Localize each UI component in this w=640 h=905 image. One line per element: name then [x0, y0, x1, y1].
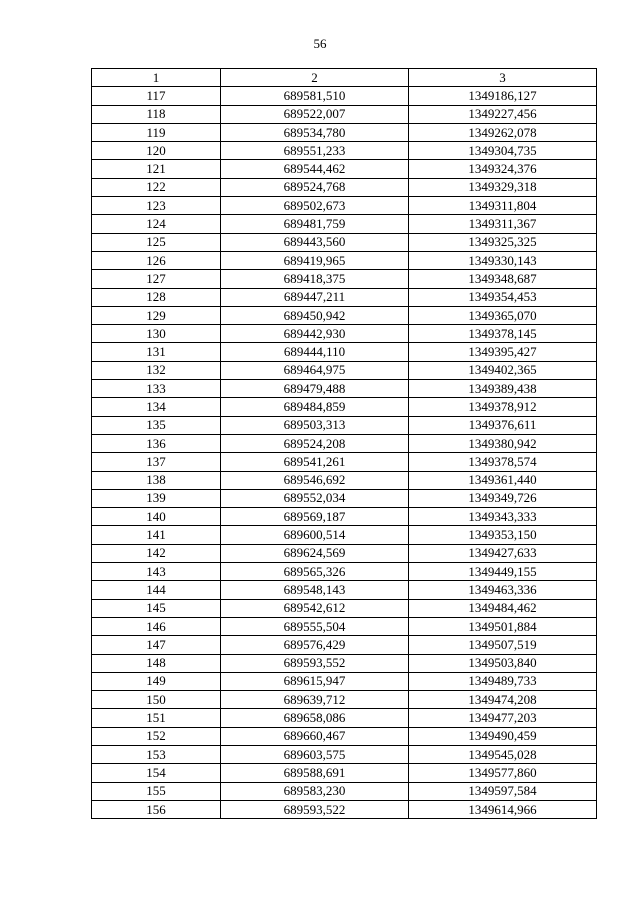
- table-row: [92, 745, 597, 763]
- y-coordinate-cell: 1349329,318: [409, 178, 597, 196]
- y-coordinate-cell: 1349324,376: [409, 160, 597, 178]
- header-row: [92, 69, 597, 87]
- table-row: [92, 709, 597, 727]
- table-row: [92, 197, 597, 215]
- table-row: [92, 87, 597, 105]
- table-row: [92, 471, 597, 489]
- table-row: [92, 251, 597, 269]
- point-number-cell: 131: [92, 343, 221, 361]
- x-coordinate-cell: 689479,488: [221, 380, 409, 398]
- table-row: [92, 617, 597, 635]
- point-number-cell: 144: [92, 581, 221, 599]
- x-coordinate-cell: 689443,560: [221, 233, 409, 251]
- point-number-cell: 135: [92, 416, 221, 434]
- point-number-cell: 133: [92, 380, 221, 398]
- y-coordinate-cell: 1349343,333: [409, 508, 597, 526]
- table-row: [92, 636, 597, 654]
- point-number-cell: 117: [92, 87, 221, 105]
- table-row: [92, 599, 597, 617]
- x-coordinate-cell: 689565,326: [221, 563, 409, 581]
- table-row: [92, 672, 597, 690]
- y-coordinate-cell: 1349376,611: [409, 416, 597, 434]
- point-number-cell: 138: [92, 471, 221, 489]
- table-row: [92, 434, 597, 452]
- table-row: [92, 654, 597, 672]
- y-coordinate-cell: 1349427,633: [409, 544, 597, 562]
- table-row: [92, 288, 597, 306]
- table-row: [92, 270, 597, 288]
- point-number-cell: 145: [92, 599, 221, 617]
- table-row: [92, 782, 597, 800]
- point-number-cell: 122: [92, 178, 221, 196]
- point-number-cell: 136: [92, 434, 221, 452]
- x-coordinate-cell: 689555,504: [221, 617, 409, 635]
- point-number-cell: 141: [92, 526, 221, 544]
- table-row: [92, 343, 597, 361]
- point-number-cell: 123: [92, 197, 221, 215]
- table-row: [92, 178, 597, 196]
- point-number-cell: 153: [92, 745, 221, 763]
- point-number-cell: 137: [92, 453, 221, 471]
- point-number-cell: 151: [92, 709, 221, 727]
- point-number-cell: 118: [92, 105, 221, 123]
- table-row: [92, 233, 597, 251]
- x-coordinate-cell: 689524,768: [221, 178, 409, 196]
- point-number-cell: 129: [92, 306, 221, 324]
- point-number-cell: 155: [92, 782, 221, 800]
- point-number-cell: 121: [92, 160, 221, 178]
- y-coordinate-cell: 1349474,208: [409, 691, 597, 709]
- point-number-cell: 150: [92, 691, 221, 709]
- y-coordinate-cell: 1349597,584: [409, 782, 597, 800]
- table-row: [92, 764, 597, 782]
- y-coordinate-cell: 1349545,028: [409, 745, 597, 763]
- point-number-cell: 127: [92, 270, 221, 288]
- point-number-cell: 124: [92, 215, 221, 233]
- table-row: [92, 416, 597, 434]
- y-coordinate-cell: 1349354,453: [409, 288, 597, 306]
- x-coordinate-cell: 689639,712: [221, 691, 409, 709]
- header-cell-3: 3: [409, 69, 597, 87]
- point-number-cell: 148: [92, 654, 221, 672]
- x-coordinate-cell: 689419,965: [221, 251, 409, 269]
- x-coordinate-cell: 689534,780: [221, 123, 409, 141]
- y-coordinate-cell: 1349490,459: [409, 727, 597, 745]
- x-coordinate-cell: 689444,110: [221, 343, 409, 361]
- table-row: [92, 398, 597, 416]
- point-number-cell: 128: [92, 288, 221, 306]
- y-coordinate-cell: 1349325,325: [409, 233, 597, 251]
- x-coordinate-cell: 689548,143: [221, 581, 409, 599]
- x-coordinate-cell: 689576,429: [221, 636, 409, 654]
- x-coordinate-cell: 689593,522: [221, 800, 409, 818]
- y-coordinate-cell: 1349348,687: [409, 270, 597, 288]
- x-coordinate-cell: 689450,942: [221, 306, 409, 324]
- y-coordinate-cell: 1349402,365: [409, 361, 597, 379]
- y-coordinate-cell: 1349311,804: [409, 197, 597, 215]
- table-row: [92, 361, 597, 379]
- x-coordinate-cell: 689552,034: [221, 489, 409, 507]
- table-row: [92, 325, 597, 343]
- y-coordinate-cell: 1349503,840: [409, 654, 597, 672]
- y-coordinate-cell: 1349378,145: [409, 325, 597, 343]
- x-coordinate-cell: 689603,575: [221, 745, 409, 763]
- table-row: [92, 581, 597, 599]
- point-number-cell: 139: [92, 489, 221, 507]
- y-coordinate-cell: 1349262,078: [409, 123, 597, 141]
- table-row: [92, 380, 597, 398]
- x-coordinate-cell: 689442,930: [221, 325, 409, 343]
- x-coordinate-cell: 689624,569: [221, 544, 409, 562]
- point-number-cell: 120: [92, 142, 221, 160]
- x-coordinate-cell: 689484,859: [221, 398, 409, 416]
- table-body: [92, 87, 597, 819]
- table-row: [92, 142, 597, 160]
- y-coordinate-cell: 1349361,440: [409, 471, 597, 489]
- y-coordinate-cell: 1349489,733: [409, 672, 597, 690]
- x-coordinate-cell: 689544,462: [221, 160, 409, 178]
- y-coordinate-cell: 1349463,336: [409, 581, 597, 599]
- y-coordinate-cell: 1349349,726: [409, 489, 597, 507]
- y-coordinate-cell: 1349365,070: [409, 306, 597, 324]
- y-coordinate-cell: 1349227,456: [409, 105, 597, 123]
- point-number-cell: 140: [92, 508, 221, 526]
- y-coordinate-cell: 1349389,438: [409, 380, 597, 398]
- table-row: [92, 800, 597, 818]
- x-coordinate-cell: 689660,467: [221, 727, 409, 745]
- point-number-cell: 152: [92, 727, 221, 745]
- point-number-cell: 154: [92, 764, 221, 782]
- y-coordinate-cell: 1349330,143: [409, 251, 597, 269]
- x-coordinate-cell: 689542,612: [221, 599, 409, 617]
- x-coordinate-cell: 689522,007: [221, 105, 409, 123]
- x-coordinate-cell: 689418,375: [221, 270, 409, 288]
- table-row: [92, 306, 597, 324]
- x-coordinate-cell: 689524,208: [221, 434, 409, 452]
- y-coordinate-cell: 1349614,966: [409, 800, 597, 818]
- point-number-cell: 132: [92, 361, 221, 379]
- y-coordinate-cell: 1349186,127: [409, 87, 597, 105]
- table-row: [92, 215, 597, 233]
- page-number: 56: [313, 36, 327, 51]
- y-coordinate-cell: 1349311,367: [409, 215, 597, 233]
- coordinates-table: [91, 68, 597, 819]
- table-row: [92, 508, 597, 526]
- x-coordinate-cell: 689503,313: [221, 416, 409, 434]
- x-coordinate-cell: 689583,230: [221, 782, 409, 800]
- x-coordinate-cell: 689502,673: [221, 197, 409, 215]
- header-cell-1: 1: [92, 69, 221, 87]
- y-coordinate-cell: 1349477,203: [409, 709, 597, 727]
- point-number-cell: 142: [92, 544, 221, 562]
- x-coordinate-cell: 689600,514: [221, 526, 409, 544]
- x-coordinate-cell: 689447,211: [221, 288, 409, 306]
- x-coordinate-cell: 689581,510: [221, 87, 409, 105]
- table-row: [92, 489, 597, 507]
- x-coordinate-cell: 689551,233: [221, 142, 409, 160]
- y-coordinate-cell: 1349449,155: [409, 563, 597, 581]
- x-coordinate-cell: 689593,552: [221, 654, 409, 672]
- y-coordinate-cell: 1349380,942: [409, 434, 597, 452]
- x-coordinate-cell: 689588,691: [221, 764, 409, 782]
- table-row: [92, 105, 597, 123]
- y-coordinate-cell: 1349484,462: [409, 599, 597, 617]
- point-number-cell: 134: [92, 398, 221, 416]
- table-row: [92, 727, 597, 745]
- table-row: [92, 544, 597, 562]
- header-cell-2: 2: [221, 69, 409, 87]
- y-coordinate-cell: 1349378,574: [409, 453, 597, 471]
- y-coordinate-cell: 1349577,860: [409, 764, 597, 782]
- point-number-cell: 125: [92, 233, 221, 251]
- x-coordinate-cell: 689658,086: [221, 709, 409, 727]
- x-coordinate-cell: 689546,692: [221, 471, 409, 489]
- y-coordinate-cell: 1349304,735: [409, 142, 597, 160]
- x-coordinate-cell: 689569,187: [221, 508, 409, 526]
- table-row: [92, 123, 597, 141]
- table-header: [92, 69, 597, 87]
- x-coordinate-cell: 689481,759: [221, 215, 409, 233]
- table-row: [92, 526, 597, 544]
- x-coordinate-cell: 689541,261: [221, 453, 409, 471]
- y-coordinate-cell: 1349378,912: [409, 398, 597, 416]
- y-coordinate-cell: 1349395,427: [409, 343, 597, 361]
- table-row: [92, 563, 597, 581]
- point-number-cell: 147: [92, 636, 221, 654]
- point-number-cell: 143: [92, 563, 221, 581]
- x-coordinate-cell: 689615,947: [221, 672, 409, 690]
- x-coordinate-cell: 689464,975: [221, 361, 409, 379]
- table-row: [92, 160, 597, 178]
- y-coordinate-cell: 1349353,150: [409, 526, 597, 544]
- point-number-cell: 130: [92, 325, 221, 343]
- table-row: [92, 453, 597, 471]
- point-number-cell: 119: [92, 123, 221, 141]
- y-coordinate-cell: 1349507,519: [409, 636, 597, 654]
- point-number-cell: 126: [92, 251, 221, 269]
- point-number-cell: 146: [92, 617, 221, 635]
- point-number-cell: 149: [92, 672, 221, 690]
- point-number-cell: 156: [92, 800, 221, 818]
- y-coordinate-cell: 1349501,884: [409, 617, 597, 635]
- table-row: [92, 691, 597, 709]
